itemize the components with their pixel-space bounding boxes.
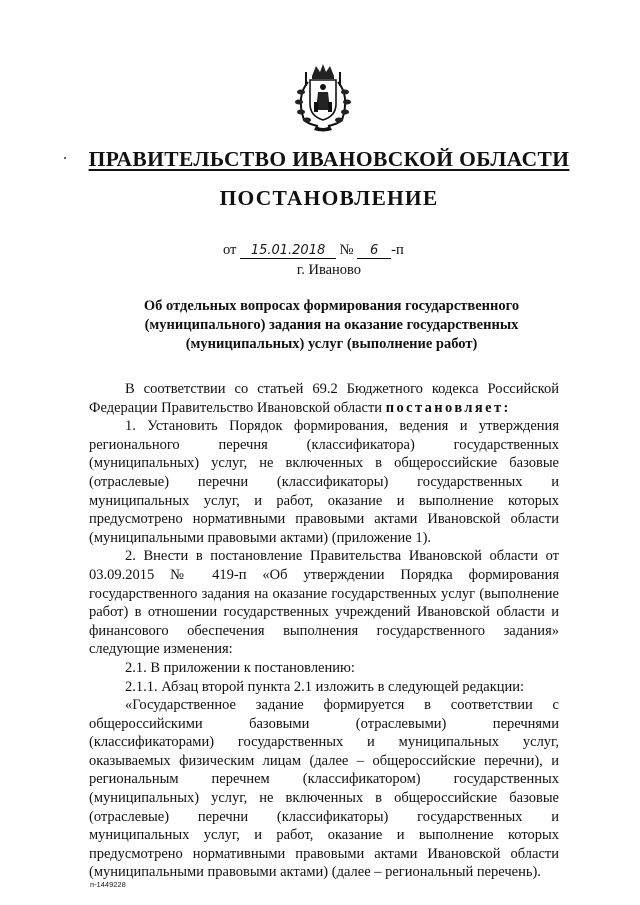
subject-line: (муниципального) задания на оказание государственных xyxy=(144,317,519,333)
subject-line: Об отдельных вопросах формирования государственного xyxy=(143,298,520,314)
resolution-date-line xyxy=(223,242,404,259)
number-suffix: -п xyxy=(391,242,404,258)
resolution-number: 6 xyxy=(357,244,391,259)
date-prefix: от xyxy=(223,242,237,258)
number-prefix: № xyxy=(339,242,354,258)
city: г. Иваново xyxy=(296,262,362,278)
document-subject xyxy=(95,297,568,354)
resolution-date: 15.01.2018 xyxy=(240,244,336,259)
item-1-paragraph: 1. Установить Порядок формирования, ведения и утверждения регионального перечня (классификатора) государственных (муниципальных) услуг, не включенных в общероссийские базовые (отраслевые) перечни (классификаторы) государственных и муниципальных услуг, и работ, оказание и выполнение которых предусмотрено нормативными правовыми актами Ивановской области (муниципальными правовыми актами) (приложение 1). xyxy=(89,418,559,546)
document-code: п-1449228 xyxy=(90,880,126,889)
decision-word: постановляет: xyxy=(385,399,511,416)
document-body xyxy=(89,380,559,882)
government-title: ПРАВИТЕЛЬСТВО ИВАНОВСКОЙ ОБЛАСТИ xyxy=(88,147,570,171)
item-2-1-paragraph: 2.1. В приложении к постановлению: xyxy=(125,659,355,676)
subject-line: (муниципальных) услуг (выполнение работ) xyxy=(185,336,478,352)
item-2-1-1-paragraph: 2.1.1. Абзац второй пункта 2.1 изложить в следующей редакции: xyxy=(125,678,525,695)
quoted-amendment-paragraph: «Государственное задание формируется в соответствии с общероссийскими базовыми (отраслевыми) перечнями (классификаторами) государственных и муниципальных услуг, оказываемых физическим лицам (далее – общероссийские перечни), и региональным перечнем (классификатором) государственных (муниципальных) услуг, не включенных в общероссийские базовые (отраслевые) перечни (классификаторы) государственных и муниципальных услуг, и работ, оказание и выполнение которых предусмотрено нормативными правовыми актами Ивановской области (муниципальными правовыми актами) (далее – региональный перечень). xyxy=(89,697,559,881)
preamble-paragraph xyxy=(89,380,559,417)
preamble-text: В соответствии со статьей 69.2 Бюджетного кодекса Российской Федерации Правительство Ивановской области xyxy=(89,381,559,416)
item-2-paragraph: 2. Внести в постановление Правительства Ивановской области от 03.09.2015 № 419-п «Об утверждении Порядка формирования государственного задания на оказание государственных услуг (выполнение работ) в отношении государственных учреждений Ивановской области и финансового обеспечения выполнения государственного задания» следующие изменения: xyxy=(89,548,559,658)
document-type: ПОСТАНОВЛЕНИЕ xyxy=(219,186,439,210)
coat-of-arms-icon xyxy=(290,62,356,132)
